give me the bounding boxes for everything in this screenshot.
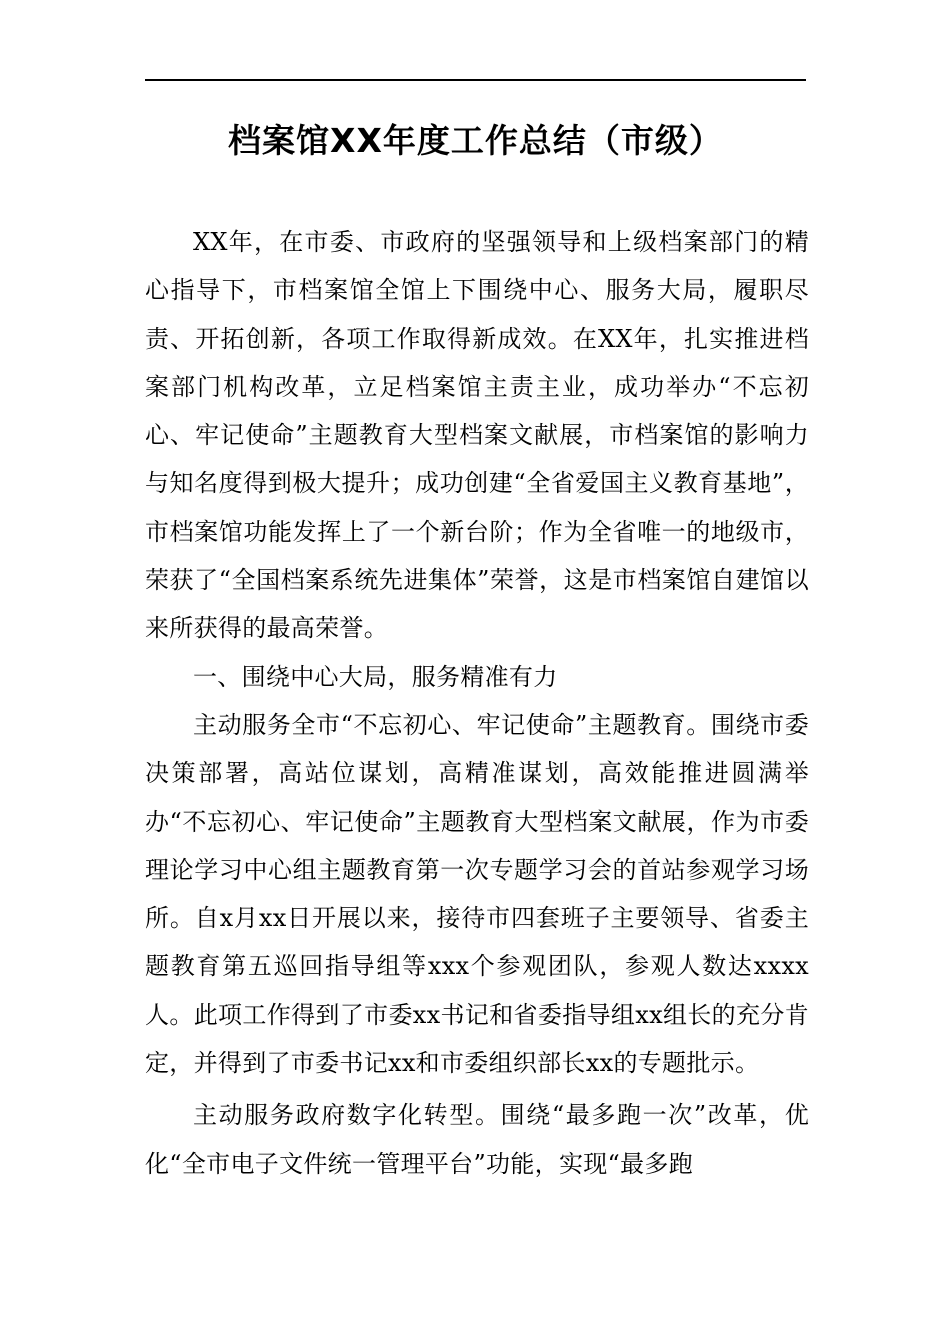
section-heading: 一、围绕中心大局，服务精准有力 — [193, 662, 558, 691]
document-body — [145, 218, 809, 1188]
header-rule — [145, 79, 806, 81]
body-paragraph: 主动服务全市“不忘初心、牢记使命”主题教育。围绕市委决策部署，高站位谋划，高精准谋划，高效能推进圆满举办“不忘初心、牢记使命”主题教育大型档案文献展，作为市委理论学习中心组主题教育第一次专题学习会的首站参观学习场所。自x月xx日开展以来，接待市四套班子主要领导、省委主题教育第五巡回指导组等xxx个参观团队，参观人数达xxxx人。此项工作得到了市委xx书记和省委指导组xx组长的充分肯定，并得到了市委书记xx和市委组织部长xx的专题批示。 — [145, 710, 809, 1078]
body-paragraph: 主动服务政府数字化转型。围绕“最多跑一次”改革，优化“全市电子文件统一管理平台”功能，实现“最多跑 — [145, 1101, 809, 1178]
document-title: 档案馆XX年度工作总结（市级） — [228, 121, 723, 160]
intro-paragraph: XX年，在市委、市政府的坚强领导和上级档案部门的精心指导下，市档案馆全馆上下围绕中心、服务大局，履职尽责、开拓创新，各项工作取得新成效。在XX年，扎实推进档案部门机构改革，立足档案馆主责主业，成功举办“不忘初心、牢记使命”主题教育大型档案文献展，市档案馆的影响力与知名度得到极大提升；成功创建“全省爱国主义教育基地”，市档案馆功能发挥上了一个新台阶；作为全省唯一的地级市，荣获了“全国档案系统先进集体”荣誉，这是市档案馆自建馆以来所获得的最高荣誉。 — [145, 228, 809, 643]
